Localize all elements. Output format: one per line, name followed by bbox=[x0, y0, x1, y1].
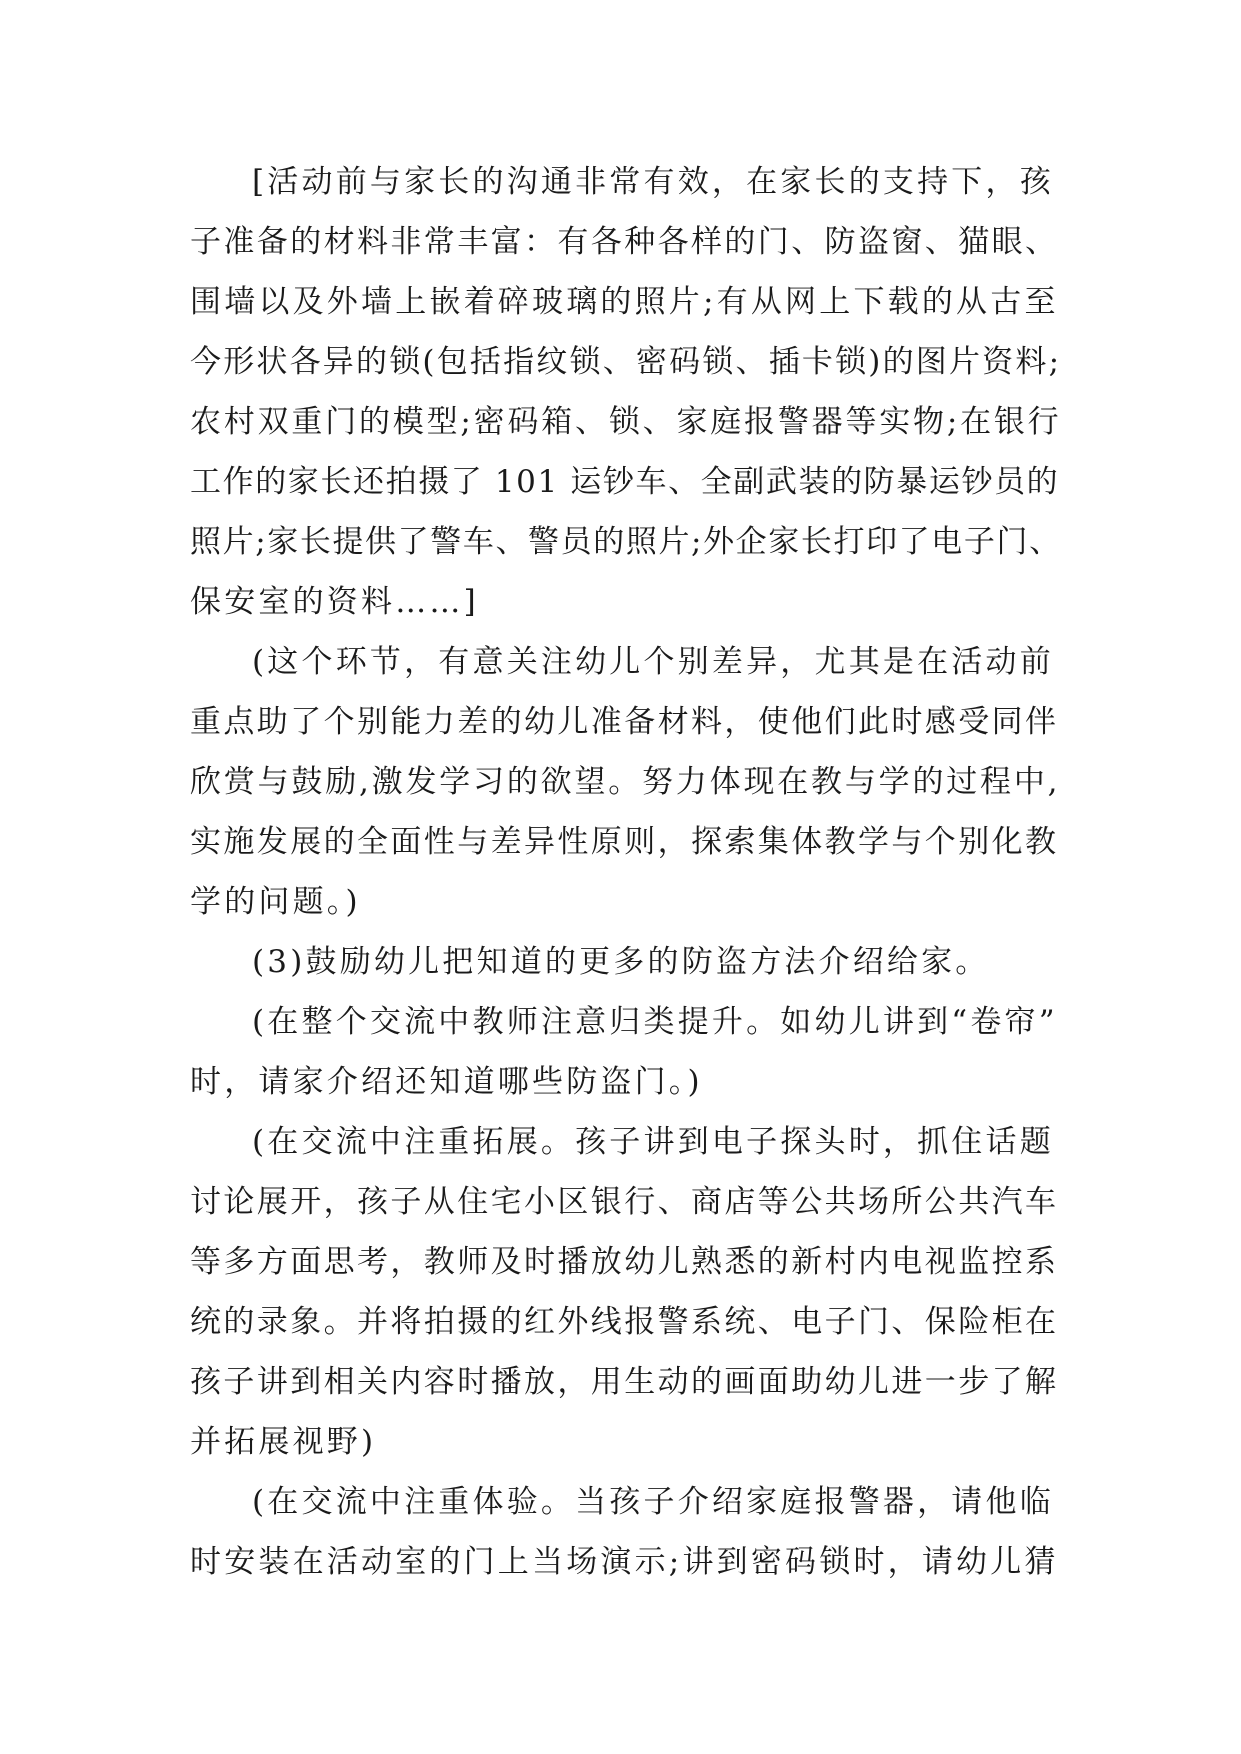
text-line: 学的问题。) bbox=[190, 884, 361, 920]
text-line: 等多方面思考，教师及时播放幼儿熟悉的新村内电视监控系 bbox=[190, 1244, 1059, 1280]
text-line: 实施发展的全面性与差异性原则，探索集体教学与个别化教 bbox=[190, 824, 1059, 860]
text-line: 农村双重门的模型;密码箱、锁、家庭报警器等实物;在银行 bbox=[190, 404, 1062, 440]
text-line: [活动前与家长的沟通非常有效，在家长的支持下，孩 bbox=[252, 164, 1054, 200]
text-line: 讨论展开，孩子从住宅小区银行、商店等公共场所公共汽车 bbox=[190, 1184, 1059, 1220]
text-line: 重点助了个别能力差的幼儿准备材料，使他们此时感受同伴 bbox=[190, 704, 1059, 740]
text-line: (这个环节，有意关注幼儿个别差异，尤其是在活动前 bbox=[252, 644, 1054, 680]
text-line: 保安室的资料……] bbox=[190, 584, 479, 620]
text-line: 统的录象。并将拍摄的红外线报警系统、电子门、保险柜在 bbox=[190, 1304, 1059, 1340]
text-line: 时，请家介绍还知道哪些防盗门。) bbox=[190, 1064, 703, 1100]
text-line: (在交流中注重体验。当孩子介绍家庭报警器，请他临 bbox=[252, 1484, 1054, 1520]
text-line: 围墙以及外墙上嵌着碎玻璃的照片;有从网上下载的从古至 bbox=[190, 284, 1059, 320]
text-line: 并拓展视野) bbox=[190, 1424, 377, 1460]
text-line: (在整个交流中教师注意归类提升。如幼儿讲到“卷帘” bbox=[252, 1004, 1058, 1040]
text-line: (在交流中注重拓展。孩子讲到电子探头时，抓住话题 bbox=[252, 1124, 1054, 1160]
text-line: (3)鼓励幼儿把知道的更多的防盗方法介绍给家。 bbox=[252, 944, 990, 980]
text-line: 工作的家长还拍摄了 101 运钞车、全副武装的防暴运钞员的 bbox=[190, 464, 1060, 500]
text-line: 照片;家长提供了警车、警员的照片;外企家长打印了电子门、 bbox=[190, 524, 1062, 560]
text-line: 子准备的材料非常丰富：有各种各样的门、防盗窗、猫眼、 bbox=[190, 224, 1059, 260]
text-line: 今形状各异的锁(包括指纹锁、密码锁、插卡锁)的图片资料; bbox=[190, 344, 1062, 380]
text-line: 孩子讲到相关内容时播放，用生动的画面助幼儿进一步了解 bbox=[190, 1364, 1059, 1400]
text-line: 时安装在活动室的门上当场演示;讲到密码锁时，请幼儿猜 bbox=[190, 1544, 1059, 1580]
text-line: 欣赏与鼓励,激发学习的欲望。努力体现在教与学的过程中, bbox=[190, 764, 1061, 800]
